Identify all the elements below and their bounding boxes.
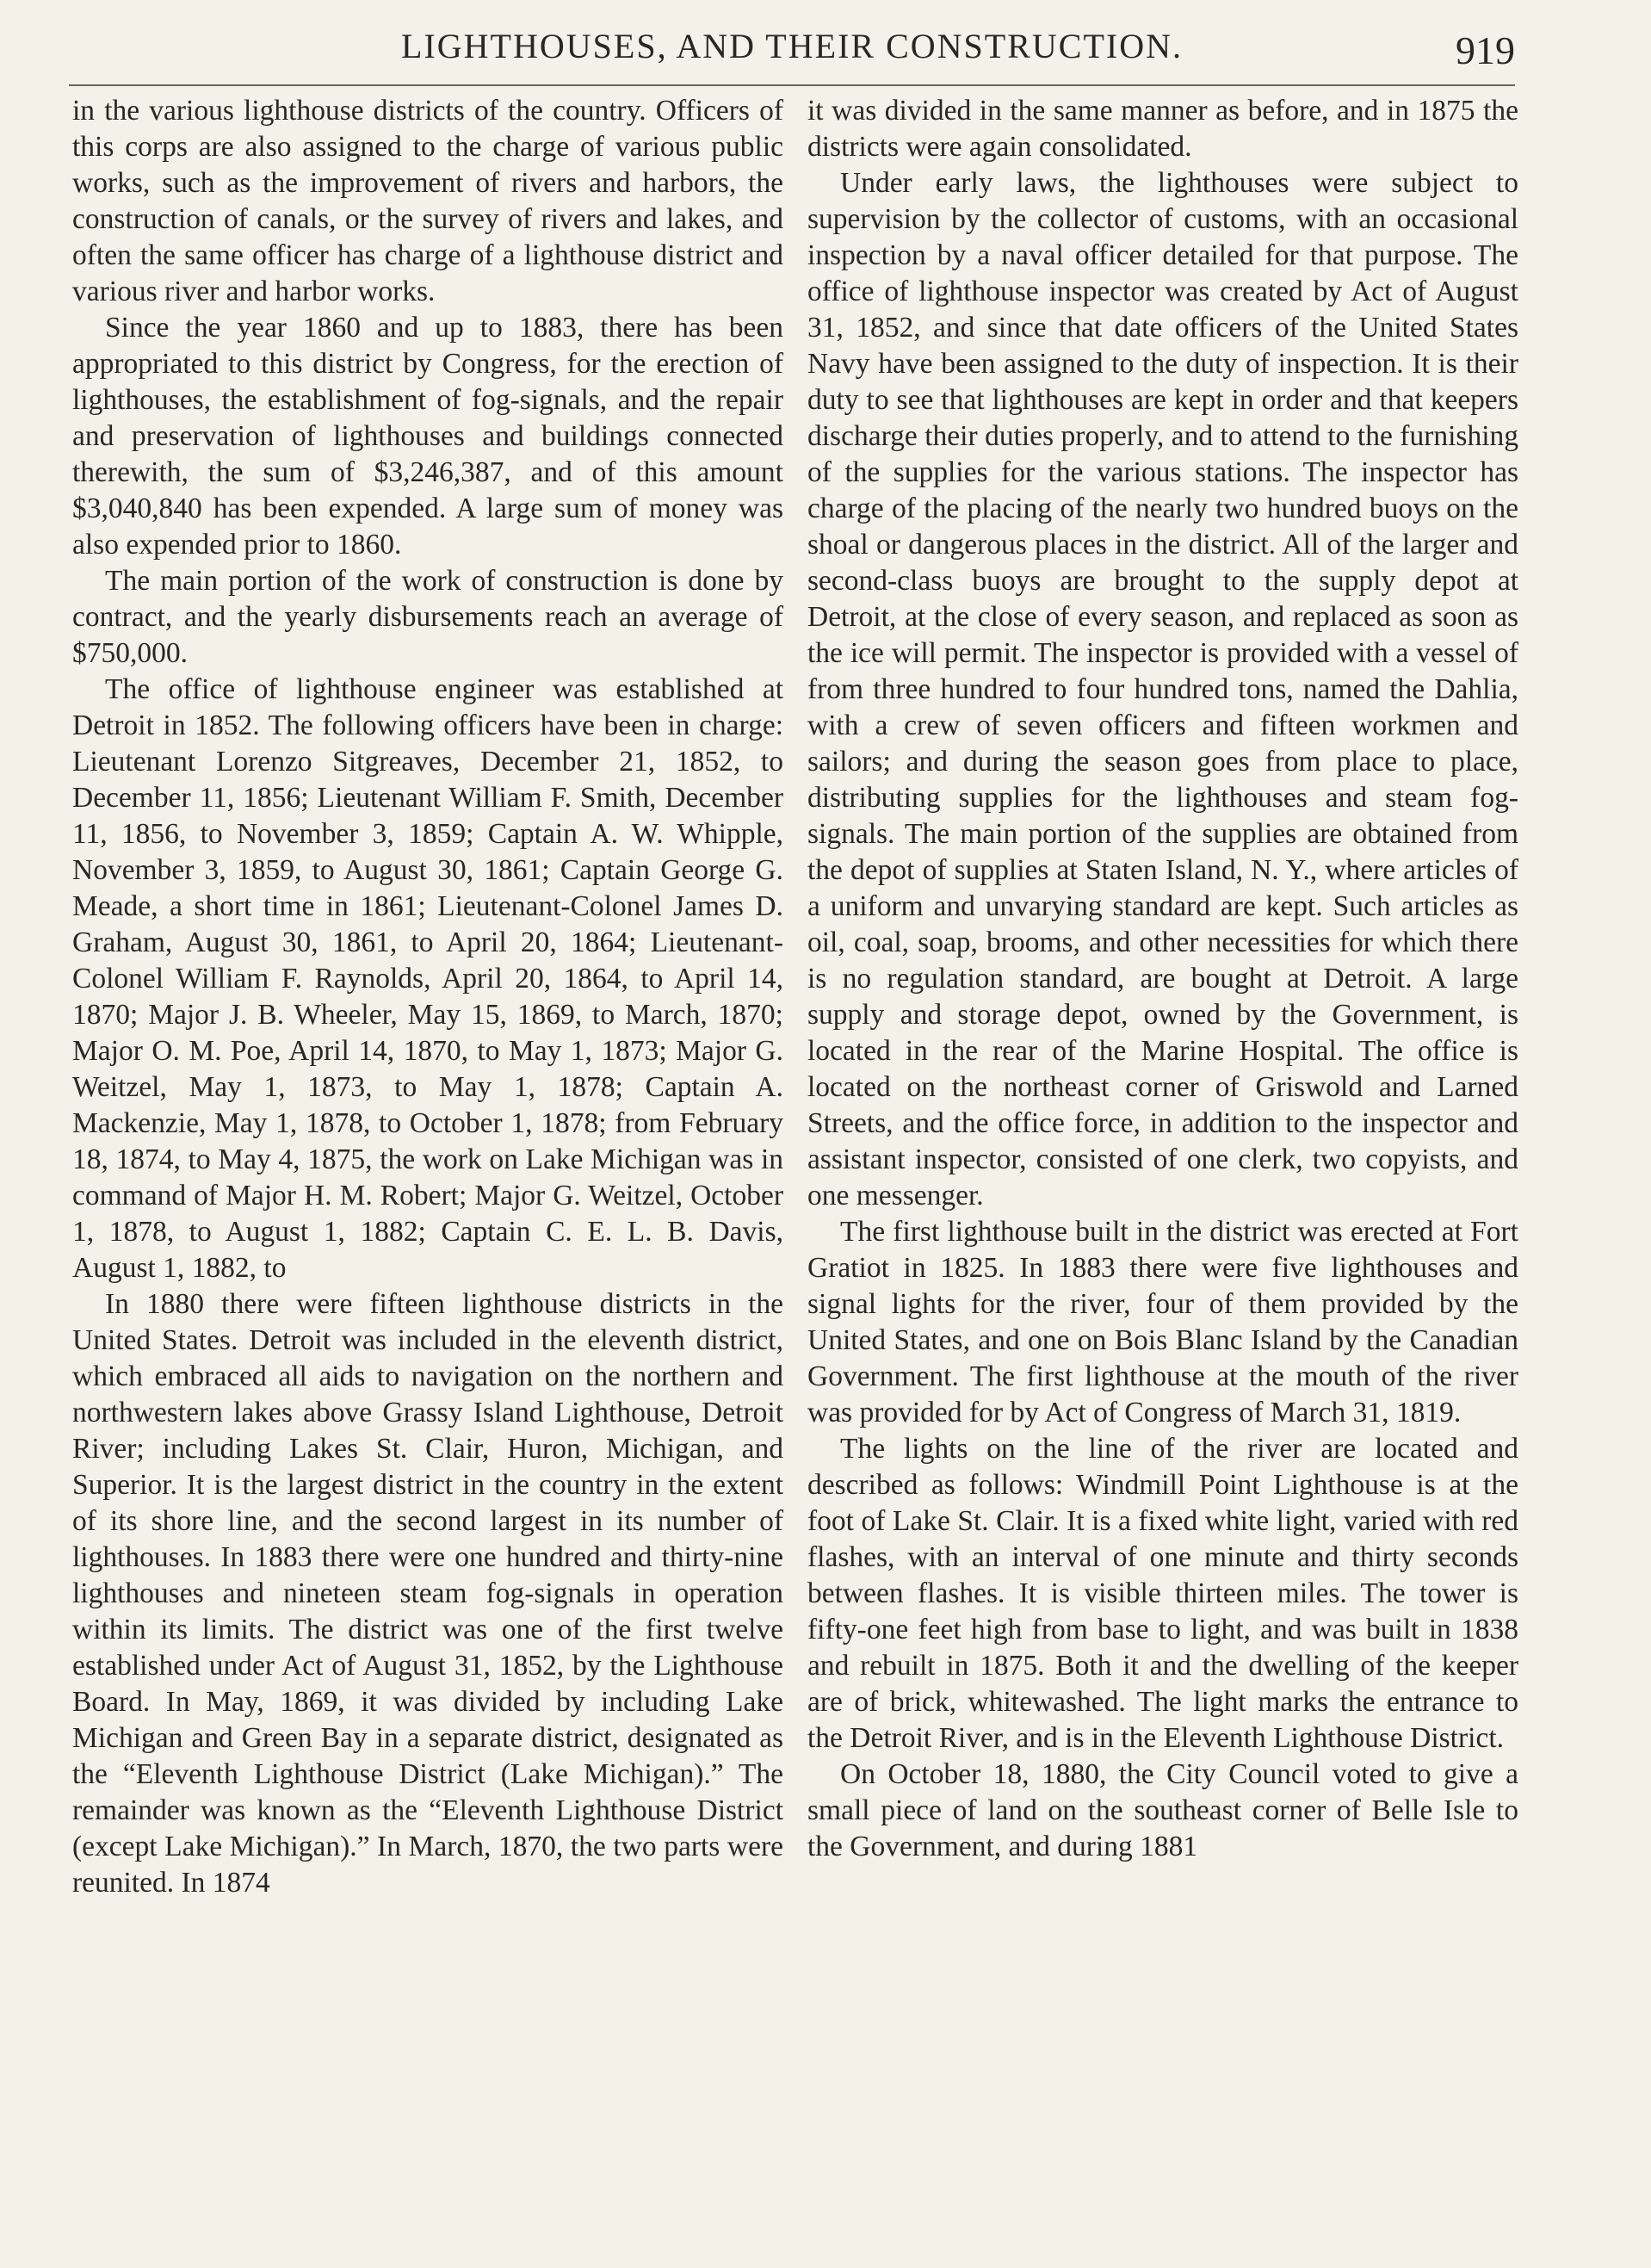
paragraph: In 1880 there were fifteen lighthouse districts in the United States. Detroit was included in the eleventh district, which embraced all aids to navigation on the northern and northwestern lakes above Grassy Island Lighthouse, Detroit River; including Lakes St. Clair, Huron, Michigan, and Superior. It is the largest district in the country in the extent of its shore line, and the second largest in its number of lighthouses. In 1883 there were one hundred and thirty-nine lighthouses and nineteen steam fog-signals in operation within its limits. The district was one of the first twelve established under Act of August 31, 1852, by the Lighthouse Board. In May, 1869, it was divided by including Lake Michigan and Green Bay in a separate district, designated as the “Eleventh Lighthouse District (Lake Michigan).” The remainder was known as the “Eleventh Lighthouse District (except Lake Michigan).” In March, 1870, the two parts were reunited. In 1874: [72, 1288, 783, 1899]
running-head: LIGHTHOUSES, AND THEIR CONSTRUCTION.: [401, 27, 1183, 65]
page-header: [69, 19, 1515, 79]
paragraph: The main portion of the work of construction is done by contract, and the yearly disbursements reach an average of $750,000.: [72, 565, 783, 669]
paragraph: The office of lighthouse engineer was established at Detroit in 1852. The following officers have been in charge: Lieutenant Lorenzo Sitgreaves, December 21, 1852, to December 11, 1856; Lieutenant William F. Smith, December 11, 1856, to November 3, 1859; Captain A. W. Whipple, November 3, 1859, to August 30, 1861; Captain George G. Meade, a short time in 1861; Lieutenant-Colonel James D. Graham, August 30, 1861, to April 20, 1864; Lieutenant-Colonel William F. Raynolds, April 20, 1864, to April 14, 1870; Major J. B. Wheeler, May 15, 1869, to March, 1870; Major O. M. Poe, April 14, 1870, to May 1, 1873; Major G. Weitzel, May 1, 1873, to May 1, 1878; Captain A. Mackenzie, May 1, 1878, to October 1, 1878; from February 18, 1874, to May 4, 1875, the work on Lake Michigan was in command of Major H. M. Robert; Major G. Weitzel, October 1, 1878, to August 1, 1882; Captain C. E. L. B. Davis, August 1, 1882, to: [72, 673, 783, 1284]
header-rule: [69, 84, 1515, 86]
paragraph: The first lighthouse built in the district was erected at Fort Gratiot in 1825. In 1883 there were five lighthouses and signal lights for the river, four of them provided by the United States, and one on Bois Blanc Island by the Canadian Government. The first lighthouse at the mouth of the river was provided for by Act of Congress of March 31, 1819.: [807, 1216, 1518, 1428]
right-column: [807, 93, 1518, 1865]
paragraph: Under early laws, the lighthouses were subject to supervision by the collector of customs, with an occasional inspection by a naval officer detailed for that purpose. The office of lighthouse inspector was created by Act of August 31, 1852, and since that date officers of the United States Navy have been assigned to the duty of inspection. It is their duty to see that lighthouses are kept in order and that keepers discharge their duties properly, and to attend to the furnishing of the supplies for the various stations. The inspector has charge of the placing of the nearly two hundred buoys on the shoal or dangerous places in the district. All of the larger and second-class buoys are brought to the supply depot at Detroit, at the close of every season, and replaced as soon as the ice will permit. The inspector is provided with a vessel of from three hundred to four hundred tons, named the Dahlia, with a crew of seven officers and fifteen workmen and sailors; and during the season goes from place to place, distributing supplies for the lighthouses and steam fog-signals. The main portion of the supplies are obtained from the depot of supplies at Staten Island, N. Y., where articles of a uniform and unvarying standard are kept. Such articles as oil, coal, soap, brooms, and other necessities for which there is no regulation standard, are bought at Detroit. A large supply and storage depot, owned by the Government, is located in the rear of the Marine Hospital. The office is located on the northeast corner of Griswold and Larned Streets, and the office force, in addition to the inspector and assistant inspector, consisted of one clerk, two copyists, and one messenger.: [807, 167, 1518, 1211]
page-number: 919: [1456, 28, 1515, 72]
left-column: [72, 93, 783, 1901]
paragraph: it was divided in the same manner as before, and in 1875 the districts were again consolidated.: [807, 95, 1518, 163]
paragraph: The lights on the line of the river are located and described as follows: Windmill Point Lighthouse is at the foot of Lake St. Clair. It is a fixed white light, varied with red flashes, with an interval of one minute and thirty seconds between flashes. It is visible thirteen miles. The tower is fifty-one feet high from base to light, and was built in 1838 and rebuilt in 1875. Both it and the dwelling of the keeper are of brick, whitewashed. The light marks the entrance to the Detroit River, and is in the Eleventh Lighthouse District.: [807, 1433, 1518, 1754]
paragraph: in the various lighthouse districts of the country. Officers of this corps are also assigned to the charge of various public works, such as the improvement of rivers and harbors, the construction of canals, or the survey of rivers and lakes, and often the same officer has charge of a lighthouse district and various river and harbor works.: [72, 95, 783, 307]
paragraph: Since the year 1860 and up to 1883, there has been appropriated to this district by Congress, for the erection of lighthouses, the establishment of fog-signals, and the repair and preservation of lighthouses and buildings connected therewith, the sum of $3,246,387, and of this amount $3,040,840 has been expended. A large sum of money was also expended prior to 1860.: [72, 312, 783, 561]
paragraph: On October 18, 1880, the City Council voted to give a small piece of land on the southeast corner of Belle Isle to the Government, and during 1881: [807, 1758, 1518, 1862]
